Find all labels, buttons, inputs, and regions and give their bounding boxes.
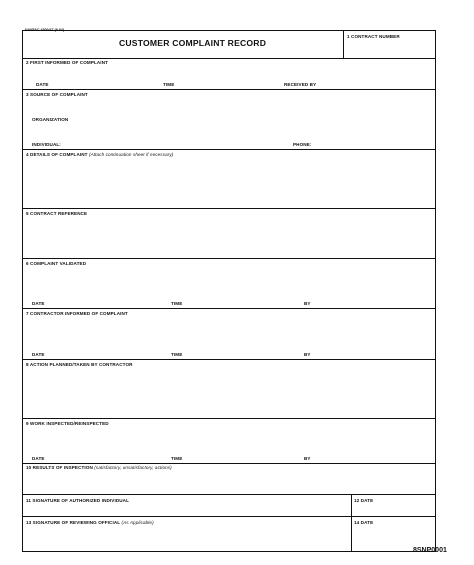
inspected-date-label: DATE	[32, 456, 45, 461]
divider-11	[23, 494, 435, 495]
customer-complaint-form	[22, 30, 436, 552]
reviewing-signature-label	[26, 520, 154, 525]
contractor-informed-time-label: TIME	[171, 352, 183, 357]
phone-label: PHONE:	[293, 142, 312, 147]
reviewing-note: (As Applicable)	[121, 520, 154, 525]
complaint-validated-label: 6 COMPLAINT VALIDATED	[26, 261, 87, 266]
validated-by-label: BY	[304, 301, 311, 306]
contract-reference-label: 5 CONTRACT REFERENCE	[26, 211, 88, 216]
first-informed-label: 2 FIRST INFORMED OF COMPLAINT	[26, 60, 109, 65]
inspected-time-label: TIME	[171, 456, 183, 461]
source-of-complaint-label: 3 SOURCE OF COMPLAINT	[26, 92, 88, 97]
authorized-signature-label: 11 SIGNATURE OF AUTHORIZED INDIVIDUAL	[26, 498, 129, 503]
contract-number-label: 1 CONTRACT NUMBER	[347, 34, 400, 39]
divider-3	[23, 89, 435, 90]
first-informed-time-label: TIME	[163, 82, 175, 87]
authorized-date-label: 12 DATE	[354, 498, 374, 503]
results-label	[26, 465, 172, 470]
results-label-text: 10 RESULTS OF INSPECTION	[26, 465, 93, 470]
reviewing-signature-text: 13 SIGNATURE OF REVIEWING OFFICIAL	[26, 520, 121, 525]
contractor-informed-label: 7 CONTRACTOR INFORMED OF COMPLAINT	[26, 311, 128, 316]
inspected-by-label: BY	[304, 456, 311, 461]
divider-10	[23, 463, 435, 464]
details-label	[26, 152, 173, 157]
reviewing-date-label: 14 DATE	[354, 520, 374, 525]
first-informed-date-label: DATE	[36, 82, 49, 87]
details-note: (Attach continuation sheet if necessary)	[88, 152, 174, 157]
divider-8	[23, 359, 435, 360]
divider-4	[23, 149, 435, 150]
validated-time-label: TIME	[171, 301, 183, 306]
divider-7	[23, 308, 435, 309]
individual-label: INDIVIDUAL:	[32, 142, 61, 147]
contractor-informed-date-label: DATE	[32, 352, 45, 357]
action-planned-label: 8 ACTION PLANNED/TAKEN BY CONTRACTOR	[26, 362, 133, 367]
divider-9	[23, 418, 435, 419]
form-number: NAVFAC 4300/47 (9-84)	[25, 28, 65, 32]
received-by-label: RECEIVED BY	[284, 82, 317, 87]
divider-2	[23, 58, 435, 59]
form-title: CUSTOMER COMPLAINT RECORD	[119, 38, 267, 48]
contractor-informed-by-label: BY	[304, 352, 311, 357]
details-label-text: 4 DETAILS OF COMPLAINT	[26, 152, 88, 157]
header-divider	[343, 31, 344, 58]
divider-6	[23, 258, 435, 259]
divider-13	[23, 516, 435, 517]
results-note: (satisfactory, unsatisfactory, actions)	[94, 465, 172, 470]
divider-5	[23, 208, 435, 209]
organization-label: ORGANIZATION	[32, 117, 69, 122]
date-column-divider	[351, 494, 352, 551]
validated-date-label: DATE	[32, 301, 45, 306]
work-inspected-label: 9 WORK INSPECTED/REINSPECTED	[26, 421, 109, 426]
document-id: 8SNP0001	[413, 547, 447, 554]
